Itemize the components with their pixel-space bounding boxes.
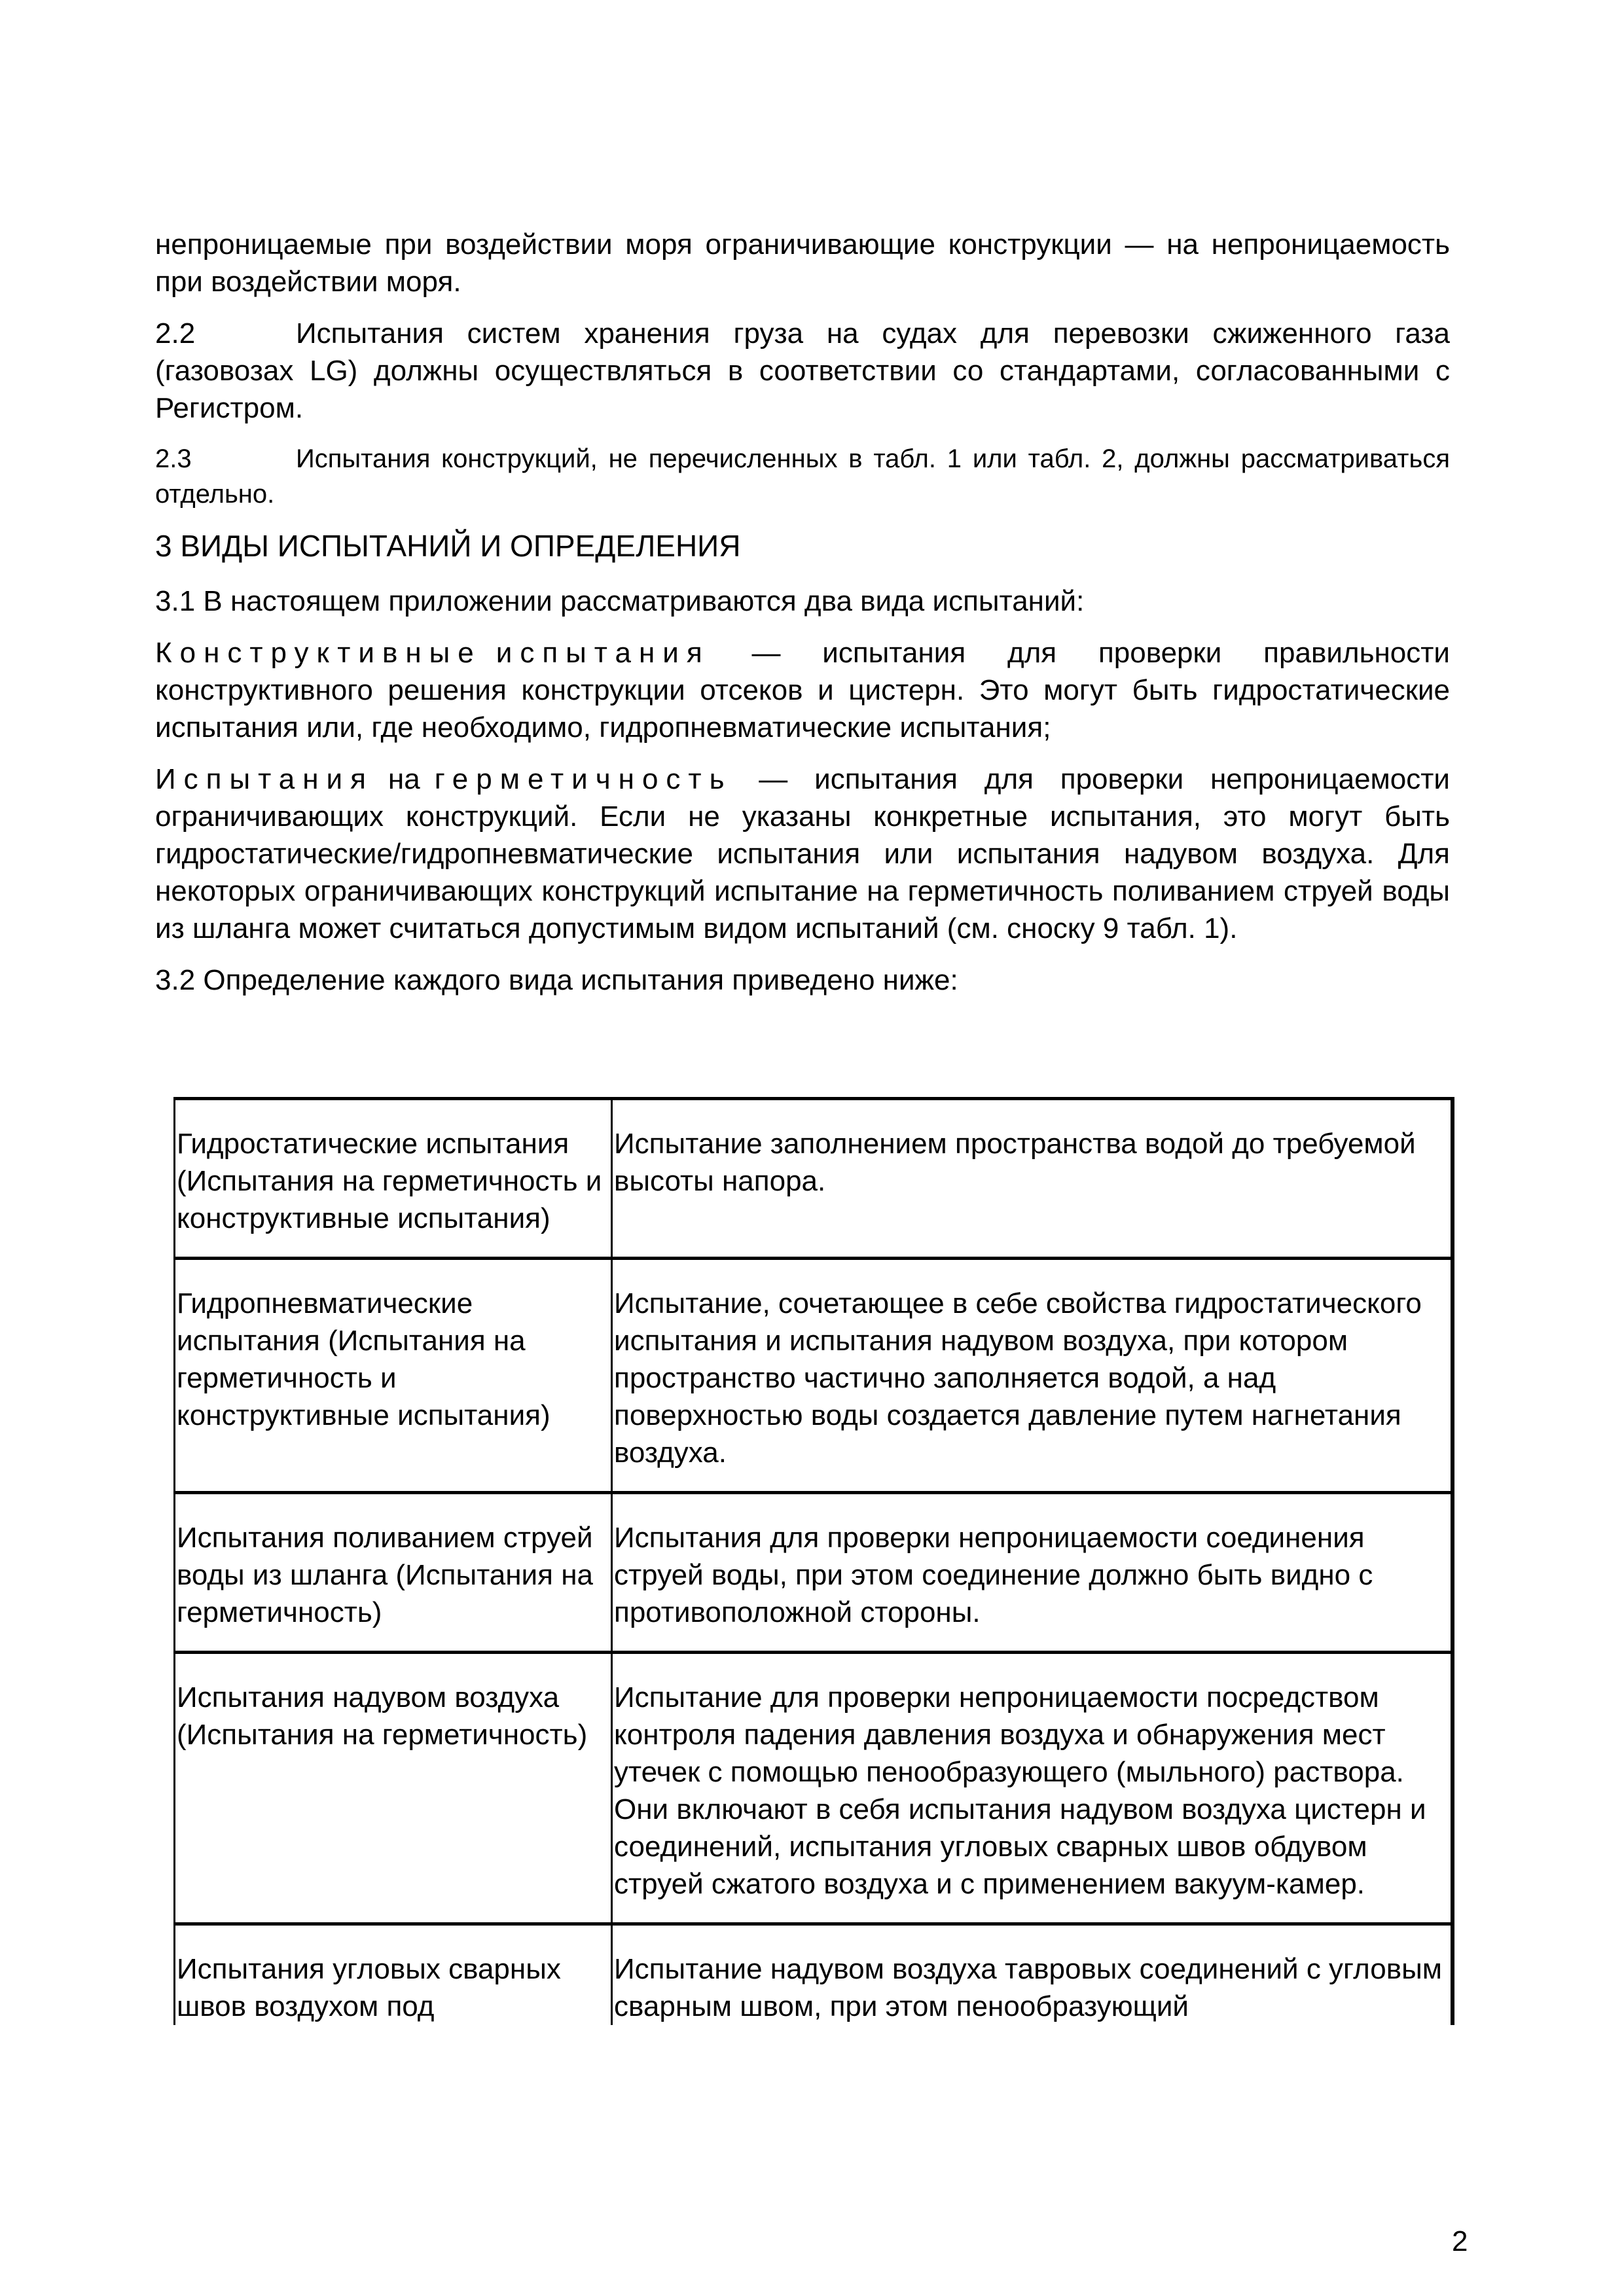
definition-leak-testing <box>155 761 1450 947</box>
definition-text: — испытания для проверки непроницаемости ограничивающих конструкций. Если не указаны конкретные испытания, это могут быть гидростатические/гидропневматические испытания или испытания надувом воздуха. Для некоторых ограничивающих конструкций испытание на герметичность поливанием струей воды из шланга может считаться допустимым видом испытаний (см. сноску 9 табл. 1). <box>155 763 1450 944</box>
intro-paragraph: непроницаемые при воздействии моря ограничивающие конструкции — на непроницаемость при воздействии моря. <box>155 228 1450 298</box>
defined-term: Конструктивные <box>155 637 482 669</box>
table-row <box>175 1924 1453 2026</box>
clause-2-3 <box>155 441 1450 512</box>
clause-3-2: 3.2 Определение каждого вида испытания приведено ниже: <box>155 964 958 996</box>
test-type-cell: Испытания надувом воздуха (Испытания на герметичность) <box>175 1653 612 1924</box>
test-type-cell: Испытания поливанием струей воды из шланга (Испытания на герметичность) <box>175 1493 612 1653</box>
test-definitions-table <box>173 1097 1454 2025</box>
clause-3-1: 3.1 В настоящем приложении рассматриваются два вида испытаний: <box>155 585 1085 617</box>
definition-structural-testing <box>155 634 1450 746</box>
page-number: 2 <box>1452 2225 1468 2257</box>
clause-2-2 <box>155 315 1450 427</box>
test-type-cell: Испытания угловых сварных швов воздухом под <box>175 1924 612 2026</box>
defined-term: Испытания <box>155 763 374 795</box>
clause-text: Испытания конструкций, не перечисленных в табл. 1 или табл. 2, должны рассматриваться отдельно. <box>155 444 1450 509</box>
definition-text: — испытания для проверки правильности конструктивного решения конструкции отсеков и цистерн. Это могут быть гидростатические испытания или, где необходимо, гидропневматические испытания; <box>155 637 1450 744</box>
table-row <box>175 1099 1453 1259</box>
test-type-cell: Гидропневматические испытания (Испытания на герметичность и конструктивные испытания) <box>175 1259 612 1493</box>
document-body <box>155 226 1450 999</box>
test-definition-cell: Испытание надувом воздуха тавровых соединений с угловым сварным швом, при этом пенообразующий <box>612 1924 1453 2026</box>
defined-term: на <box>388 763 420 795</box>
test-type-cell: Гидростатические испытания (Испытания на герметичность и конструктивные испытания) <box>175 1099 612 1259</box>
table-row <box>175 1259 1453 1493</box>
test-definition-cell: Испытание заполнением пространства водой до требуемой высоты напора. <box>612 1099 1453 1259</box>
test-definition-cell: Испытание для проверки непроницаемости посредством контроля падения давления воздуха и обнаружения мест утечек с помощью пенообразующего (мыльного) раствора. Они включают в себя испытания надувом воздуха цистерн и соединений, испытания угловых сварных швов обдувом струей сжатого воздуха и с применением вакуум-камер. <box>612 1653 1453 1924</box>
clause-number: 2.3 <box>155 444 192 473</box>
page-bottom-margin <box>0 2122 1624 2296</box>
clause-text: Испытания систем хранения груза на судах для перевозки сжиженного газа (газовозах LG) должны осуществляться в соответствии со стандартами, согласованными с Регистром. <box>155 317 1450 424</box>
section-heading: 3 ВИДЫ ИСПЫТАНИЙ И ОПРЕДЕЛЕНИЯ <box>155 529 741 563</box>
test-definition-cell: Испытание, сочетающее в себе свойства гидростатического испытания и испытания надувом воздуха, при котором пространство частично заполняется водой, а над поверхностью воды создается давление путем нагнетания воздуха. <box>612 1259 1453 1493</box>
table-row <box>175 1493 1453 1653</box>
test-definition-cell: Испытания для проверки непроницаемости соединения струей воды, при этом соединение должно быть видно с противоположной стороны. <box>612 1493 1453 1653</box>
clause-number: 2.2 <box>155 317 196 350</box>
table-row <box>175 1653 1453 1924</box>
defined-term: герметичность <box>434 763 732 795</box>
defined-term: испытания <box>496 637 710 669</box>
